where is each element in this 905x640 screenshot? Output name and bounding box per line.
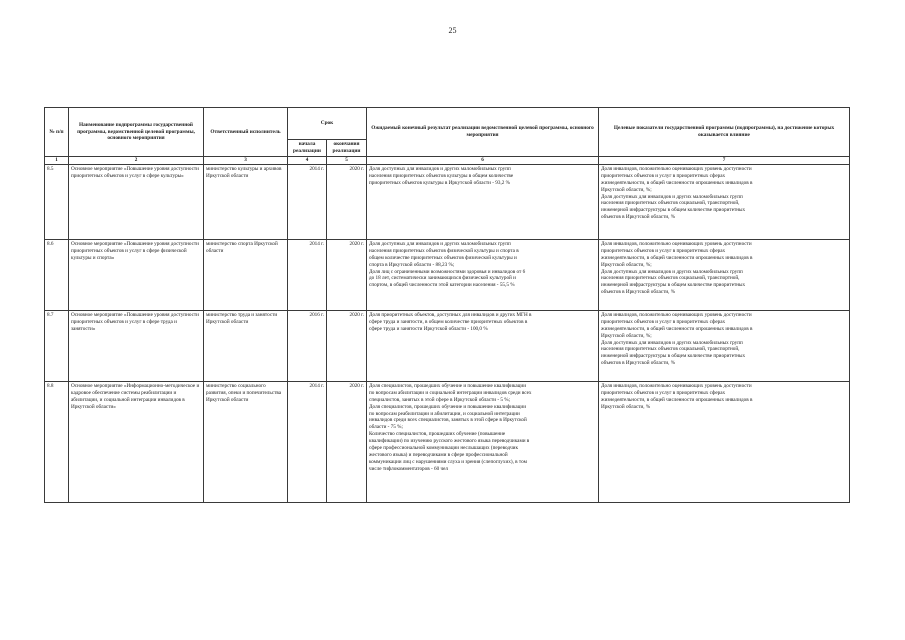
result-line: специалистов, занятых в этой сфере в Иркутской области - 5 %; xyxy=(369,396,511,403)
start-year: 2014 г. xyxy=(288,381,327,502)
indicator-line: Доля доступных для инвалидов и других маломобильных групп xyxy=(601,268,743,275)
indicator-line: Иркутской области, %; xyxy=(601,186,652,193)
column-number: 1 xyxy=(45,157,69,165)
indicator-line: населения приоритетных объектов социальной, транспортной, xyxy=(601,346,740,353)
result-line: Количество специалистов, прошедших обучение (повышение xyxy=(369,431,506,438)
result-line: по вопросам реабилитации и абилитации, и социальной интеграции xyxy=(369,410,520,417)
table-row xyxy=(45,164,850,239)
table-row xyxy=(45,239,850,310)
result-line: области - 75 %; xyxy=(369,424,403,431)
indicator-line: Иркутской области, %; xyxy=(601,261,652,268)
target-indicators xyxy=(599,239,850,310)
indicator-line: инженерной инфраструктуры в общем количестве приоритетных xyxy=(601,353,746,360)
executor: министерство труда и занятости Иркутской области xyxy=(204,310,288,381)
result-line: спорта в Иркутской области - 88,23 %; xyxy=(369,261,455,268)
indicator-line: Доля доступных для инвалидов и других маломобильных групп xyxy=(601,193,743,200)
result-line: по вопросам абилитации и социальной интеграции инвалидов среди всех xyxy=(369,389,532,396)
header-row xyxy=(45,108,850,140)
header-executor: Ответственный исполнитель xyxy=(204,108,288,157)
indicator-line: приоритетных объектов и услуг в приоритетных сферах xyxy=(601,247,726,254)
indicator-line: жизнедеятельности, в общей численности опрошенных инвалидов в xyxy=(601,396,753,403)
target-indicators xyxy=(599,381,850,502)
indicator-line: Иркутской области, %; xyxy=(601,332,652,339)
indicator-line: Доля инвалидов, положительно оценивающих уровень доступности xyxy=(601,382,752,389)
indicator-line: приоритетных объектов и услуг в приоритетных сферах xyxy=(601,318,726,325)
activity-name: Основное мероприятие «Повышение уровня доступности приоритетных объектов и услуг в сфере физической культуры и спорта» xyxy=(69,239,204,310)
expected-result xyxy=(367,164,599,239)
result-line: числе тифлокомментаторов - 60 чел xyxy=(369,465,448,472)
executor: министерство культуры и архивов Иркутской области xyxy=(204,164,288,239)
result-line: Доля приоритетных объектов, доступных для инвалидов и других МГН в xyxy=(369,311,532,318)
header-num: № п/п xyxy=(45,108,69,157)
result-line: Доля лиц с ограниченными возможностями здоровья и инвалидов от 6 xyxy=(369,268,526,275)
column-number: 4 xyxy=(288,157,327,165)
target-indicators xyxy=(599,164,850,239)
result-line: жестового языка) и переводчиками в сфере профессиональной xyxy=(369,451,508,458)
indicator-line: жизнедеятельности, в общей численности опрошенных инвалидов в xyxy=(601,179,753,186)
indicator-line: Доля инвалидов, положительно оценивающих уровень доступности xyxy=(601,165,752,172)
header-term-end: окончания реализации xyxy=(327,140,367,157)
indicator-line: населения приоритетных объектов социальной, транспортной, xyxy=(601,275,740,282)
row-number: 8.8 xyxy=(45,381,69,502)
indicator-line: приоритетных объектов и услуг в приоритетных сферах xyxy=(601,172,726,179)
result-line: населения приоритетных объектов физической культуры и спорта в xyxy=(369,247,519,254)
indicator-line: приоритетных объектов и услуг в приоритетных сферах xyxy=(601,389,726,396)
result-line: Доля доступных для инвалидов и других маломобильных групп xyxy=(369,240,511,247)
row-number: 8.6 xyxy=(45,239,69,310)
column-number: 7 xyxy=(599,157,850,165)
indicator-line: Доля доступных для инвалидов и других маломобильных групп xyxy=(601,339,743,346)
result-line: сфере труда и занятости Иркутской области - 100,0 % xyxy=(369,325,488,332)
result-line: общем количестве приоритетных объектов физической культуры и xyxy=(369,254,517,261)
executor: министерство спорта Иркутской области xyxy=(204,239,288,310)
result-line: инвалидов среди всех специалистов, занятых в этой сфере в Иркутской xyxy=(369,417,527,424)
indicator-line: населения приоритетных объектов социальной, транспортной, xyxy=(601,200,740,207)
indicator-line: объектов в Иркутской области, % xyxy=(601,289,676,296)
indicator-line: объектов в Иркутской области, % xyxy=(601,214,676,221)
end-year: 2020 г. xyxy=(327,381,367,502)
result-line: спортом, в общей численности этой категории населения - 55,5 % xyxy=(369,282,515,289)
header-name: Наименование подпрограммы государственной программы, ведомственной целевой программы, основного мероприятия xyxy=(69,108,204,157)
column-number: 5 xyxy=(327,157,367,165)
activity-name: Основное мероприятие «Повышение уровня доступности приоритетных объектов и услуг в сфере труда и занятости» xyxy=(69,310,204,381)
column-number-row xyxy=(45,157,850,165)
result-line: до 18 лет, систематически занимающихся физической культурой и xyxy=(369,275,516,282)
expected-result xyxy=(367,310,599,381)
executor: министерство социального развития, опеки и попечительства Иркутской области xyxy=(204,381,288,502)
end-year: 2020 г. xyxy=(327,239,367,310)
indicator-line: инженерной инфраструктуры в общем количестве приоритетных xyxy=(601,282,746,289)
expected-result xyxy=(367,239,599,310)
start-year: 2016 г. xyxy=(288,310,327,381)
row-number: 8.5 xyxy=(45,164,69,239)
result-line: сфере труда и занятости, в общем количестве приоритетных объектов в xyxy=(369,318,528,325)
column-number: 2 xyxy=(69,157,204,165)
table-row xyxy=(45,310,850,381)
indicator-line: инженерной инфраструктуры в общем количестве приоритетных xyxy=(601,207,746,214)
program-table xyxy=(44,107,850,503)
result-line: Доля специалистов, прошедших обучение и повышение квалификации xyxy=(369,382,526,389)
expected-result xyxy=(367,381,599,502)
indicator-line: Доля инвалидов, положительно оценивающих уровень доступности xyxy=(601,311,752,318)
result-line: коммуникации лиц с нарушениями слуха и зрения (слепоглухих), в том xyxy=(369,458,527,465)
header-term-start: начала реализации xyxy=(288,140,327,157)
result-line: приоритетных объектов культуры в Иркутской области - 93,2 % xyxy=(369,179,510,186)
indicator-line: жизнедеятельности, в общей численности опрошенных инвалидов в xyxy=(601,254,753,261)
header-term: Срок xyxy=(288,108,367,140)
start-year: 2014 г. xyxy=(288,164,327,239)
header-result: Ожидаемый конечный результат реализации ведомственной целевой программы, основного мероприятия xyxy=(367,108,599,157)
result-line: населения приоритетных объектов культуры в общем количестве xyxy=(369,172,514,179)
page-number: 25 xyxy=(448,26,457,35)
result-line: Доля доступных для инвалидов и других маломобильных групп xyxy=(369,165,511,172)
header-indicators: Целевые показатели государственной программы (подпрограммы), на достижение которых оказывается влияние xyxy=(599,108,850,157)
activity-name: Основное мероприятие «Повышение уровня доступности приоритетных объектов и услуг в сфере культуры» xyxy=(69,164,204,239)
indicator-line: жизнедеятельности, в общей численности опрошенных инвалидов в xyxy=(601,325,753,332)
result-line: квалификации) по изучению русского жестового языка переводчиками в xyxy=(369,438,530,445)
target-indicators xyxy=(599,310,850,381)
indicator-line: Иркутской области, % xyxy=(601,403,651,410)
activity-name: Основное мероприятие «Информационно-методическое и кадровое обеспечение системы реабилитации и абилитации, и социальной интеграции инвалидов в Иркутской области» xyxy=(69,381,204,502)
row-number: 8.7 xyxy=(45,310,69,381)
column-number: 3 xyxy=(204,157,288,165)
result-line: сфере профессиональной коммуникации неслышащих (переводчик xyxy=(369,445,518,452)
column-number: 6 xyxy=(367,157,599,165)
result-line: Доля специалистов, прошедших обучение и повышение квалификации xyxy=(369,403,526,410)
start-year: 2014 г. xyxy=(288,239,327,310)
table-row xyxy=(45,381,850,502)
end-year: 2020 г. xyxy=(327,164,367,239)
indicator-line: Доля инвалидов, положительно оценивающих уровень доступности xyxy=(601,240,752,247)
indicator-line: объектов в Иркутской области, % xyxy=(601,360,676,367)
end-year: 2020 г. xyxy=(327,310,367,381)
